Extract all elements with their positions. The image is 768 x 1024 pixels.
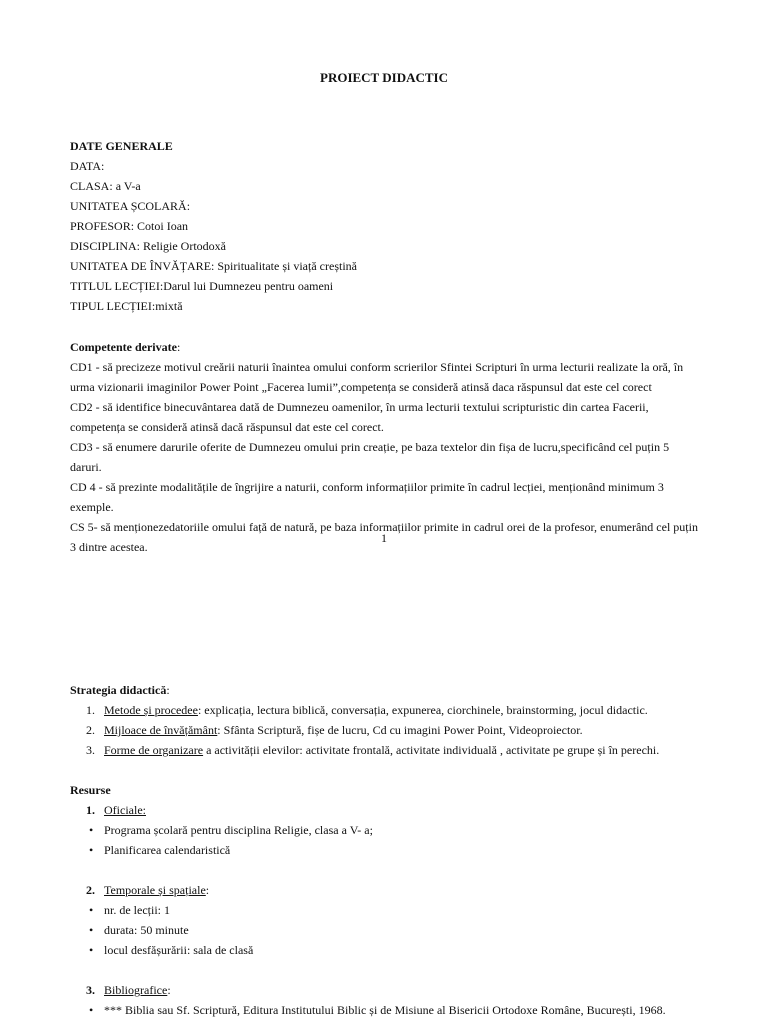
competenta-cs5: CS 5- să menționezedatoriile omului față de natură, pe baza informațiilor primite in cadrul orei de la profesor, enumerând cel puțin 3 dintre acestea. <box>70 520 698 554</box>
competenta-cd4: CD 4 - să prezinte modalitățile de îngrijire a naturii, conform informațiilor primite în cadrul lecției, menționând minimum 3 exemple. <box>70 480 664 514</box>
general-row-titlul-lectiei: TITLUL LECȚIEI:Darul lui Dumnezeu pentru oameni <box>70 279 334 293</box>
strategia-item: 2. Mijloace de învățământ: Sfânta Scriptură, fișe de lucru, Cd cu imagini Power Point, Videoproiector. <box>86 723 583 737</box>
general-row-tipul-lectiei: TIPUL LECȚIEI:mixtă <box>70 299 183 313</box>
list-item: • Programa școlară pentru disciplina Religie, clasa a V- a; <box>89 823 373 837</box>
general-row-unitatea-scolara: UNITATEA ȘCOLARĂ: <box>70 199 191 213</box>
list-item: • nr. de lecții: 1 <box>89 903 170 917</box>
resurse-section <box>70 780 700 1020</box>
general-row-disciplina: DISCIPLINA: Religie Ortodoxă <box>70 239 226 253</box>
competenta-cd1: CD1 - să precizeze motivul creării naturii înaintea omului conform scrierilor Sfintei Scripturi în urma lecturii realizate la oră, în urma vizionarii imaginilor Power Point „Facerea lumii”,competența se consideră atinsă daca răspunsul dat este cel corect <box>70 360 684 394</box>
strategia-heading: Strategia didactică: <box>70 683 170 697</box>
list-item: • locul desfășurării: sala de clasă <box>89 943 254 957</box>
general-row-clasa: CLASA: a V-a <box>70 179 141 193</box>
strategia-item: 1. Metode și procedee: explicația, lectura biblică, conversația, expunerea, ciorchinele, brainstorming, jocul didactic. <box>86 703 648 717</box>
resurse-group-oficiale: 1. Oficiale: <box>86 803 146 817</box>
strategia-item: 3. Forme de organizare a activității elevilor: activitate frontală, activitate individuală , activitate pe grupe și în perechi. <box>86 743 660 757</box>
resurse-group-temporale: 2. Temporale și spațiale: <box>86 883 210 897</box>
competente-section <box>70 337 700 557</box>
general-row-data: DATA: <box>70 159 105 173</box>
general-heading: DATE GENERALE <box>70 139 173 153</box>
list-item: • Planificarea calendaristică <box>89 843 231 857</box>
competente-heading: Competente derivate: <box>70 340 181 354</box>
strategia-list <box>70 700 700 760</box>
general-section <box>70 136 700 316</box>
list-item: • *** Biblia sau Sf. Scriptură, Editura Institutului Biblic și de Misiune al Bisericii Ortodoxe Române, București, 1968. <box>89 1003 666 1017</box>
competenta-cd2: CD2 - să identifice binecuvântarea dată de Dumnezeu oamenilor, în urma lecturii textului scripturistic din cartea Facerii, competența se consideră atinsă dacă răspunsul dat este cel corect. <box>70 400 649 434</box>
general-row-profesor: PROFESOR: Cotoi Ioan <box>70 219 189 233</box>
competenta-cd3: CD3 - să enumere darurile oferite de Dumnezeu omului prin creație, pe baza textelor din fișa de lucru,specificând cel puțin 5 daruri. <box>70 440 670 474</box>
strategia-section <box>70 680 700 760</box>
document-title: PROIECT DIDACTIC <box>320 70 448 85</box>
list-item: • durata: 50 minute <box>89 923 189 937</box>
resurse-heading: Resurse <box>70 783 111 797</box>
general-row-unitatea-invatare: UNITATEA DE ÎNVĂȚARE: Spiritualitate și viață creștină <box>70 259 357 273</box>
page-number: 1 <box>381 531 387 545</box>
resurse-group-bibliografice: 3. Bibliografice: <box>86 983 171 997</box>
